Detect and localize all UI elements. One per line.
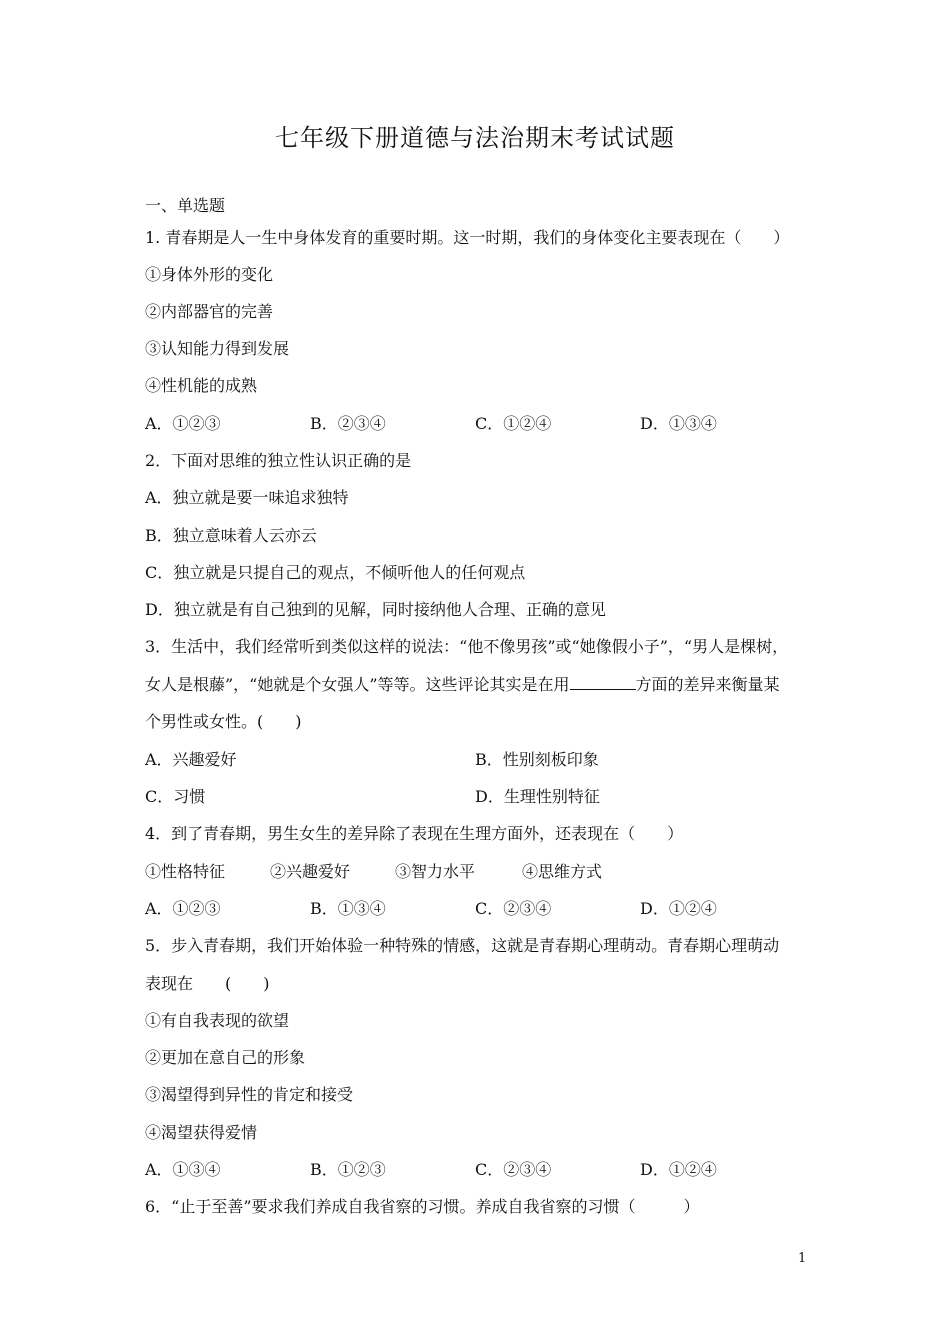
question-4-option-b: B．①③④ — [310, 899, 386, 918]
question-5-stem-line1: 5．步入青春期，我们开始体验一种特殊的情感，这就是青春期心理萌动。青春期心理萌动 — [145, 936, 780, 955]
question-5-option-c: C．②③④ — [475, 1160, 552, 1179]
question-6-stem: 6．“止于至善”要求我们养成自我省察的习惯。养成自我省察的习惯（ ） — [145, 1197, 700, 1216]
question-5-option-b: B．①②③ — [310, 1160, 386, 1179]
question-3-option-a: A．兴趣爱好 — [145, 750, 237, 769]
question-1-item: ③认知能力得到发展 — [145, 339, 290, 358]
answer-blank — [570, 675, 636, 690]
question-4-option-d: D．①②④ — [640, 899, 717, 918]
question-4-item: ③智力水平 — [395, 862, 476, 881]
page-number: 1 — [798, 1251, 807, 1266]
question-5-item: ④渴望获得爱情 — [145, 1123, 258, 1142]
question-1-stem: 1. 青春期是人一生中身体发育的重要时期。这一时期，我们的身体变化主要表现在（ ） — [145, 228, 790, 247]
question-3-stem-line2 — [145, 672, 780, 695]
question-3-stem-line3: 个男性或女性。( ) — [145, 712, 302, 731]
question-4-option-a: A．①②③ — [145, 899, 221, 918]
question-1-option-a: A．①②③ — [145, 414, 221, 433]
question-2-option-b: B．独立意味着人云亦云 — [145, 526, 317, 545]
question-2-option-c: C．独立就是只提自己的观点，不倾听他人的任何观点 — [145, 563, 526, 582]
question-1-option-d: D．①③④ — [640, 414, 717, 433]
question-3-stem-part: 女人是根藤”，“她就是个女强人”等等。这些评论其实是在用 — [145, 675, 570, 694]
document-title: 七年级下册道德与法治期末考试试题 — [275, 124, 675, 152]
question-1-item: ②内部器官的完善 — [145, 302, 274, 321]
question-5-stem-line2: 表现在 ( ) — [145, 974, 270, 993]
question-5-item: ②更加在意自己的形象 — [145, 1048, 306, 1067]
question-4-item: ④思维方式 — [522, 862, 603, 881]
question-5-item: ①有自我表现的欲望 — [145, 1011, 290, 1030]
question-5-item: ③渴望得到异性的肯定和接受 — [145, 1085, 354, 1104]
question-1-item: ①身体外形的变化 — [145, 265, 274, 284]
question-2-option-d: D．独立就是有自己独到的见解，同时接纳他人合理、正确的意见 — [145, 600, 606, 619]
question-4-item: ②兴趣爱好 — [270, 862, 351, 881]
question-5-option-d: D．①②④ — [640, 1160, 717, 1179]
question-3-option-c: C．习惯 — [145, 787, 206, 806]
question-5-option-a: A．①③④ — [145, 1160, 221, 1179]
question-3-stem-part: 方面的差异来衡量某 — [635, 675, 780, 694]
section-heading: 一、单选题 — [145, 196, 226, 215]
question-3-option-d: D．生理性别特征 — [475, 787, 600, 806]
question-3-option-b: B．性别刻板印象 — [475, 750, 599, 769]
question-1-option-c: C．①②④ — [475, 414, 552, 433]
question-4-option-c: C．②③④ — [475, 899, 552, 918]
question-1-item: ④性机能的成熟 — [145, 376, 258, 395]
question-1-option-b: B．②③④ — [310, 414, 386, 433]
question-4-item: ①性格特征 — [145, 862, 226, 881]
question-4-stem: 4．到了青春期，男生女生的差异除了表现在生理方面外，还表现在（ ） — [145, 824, 684, 843]
question-2-option-a: A．独立就是要一味追求独特 — [145, 488, 349, 507]
question-2-stem: 2．下面对思维的独立性认识正确的是 — [145, 451, 412, 470]
question-3-stem-line1: 3．生活中，我们经常听到类似这样的说法：“他不像男孩”或“她像假小子”，“男人是棵树， — [145, 637, 789, 656]
